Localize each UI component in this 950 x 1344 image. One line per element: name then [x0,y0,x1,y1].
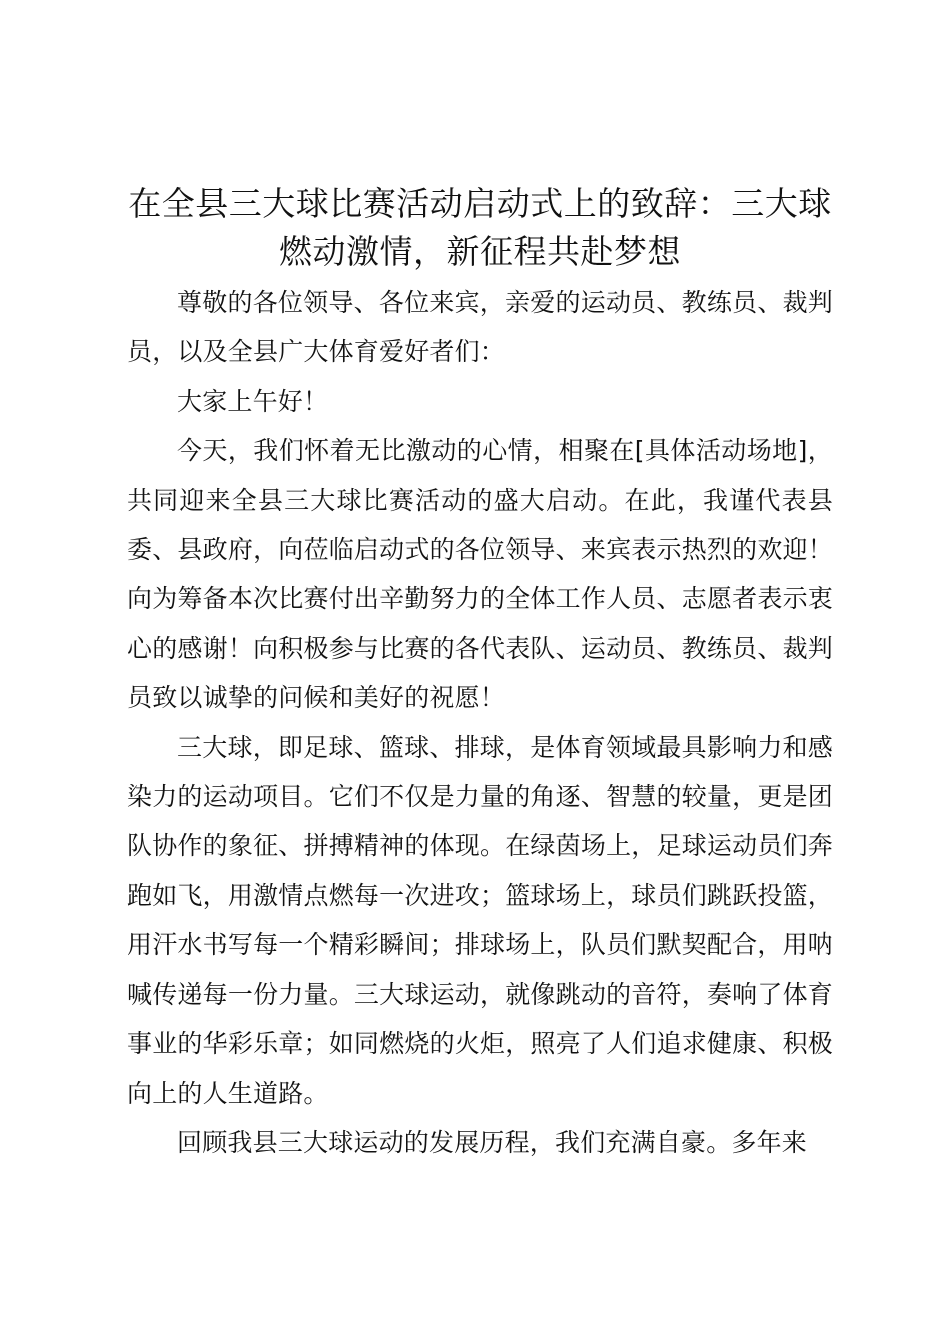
three-balls-paragraph: 三大球，即足球、篮球、排球，是体育领域最具影响力和感染力的运动项目。它们不仅是力量的角逐、智慧的较量，更是团队协作的象征、拼搏精神的体现。在绿茵场上，足球运动员们奔跑如飞，用激情点燃每一次进攻；篮球场上，球员们跳跃投篮，用汗水书写每一个精彩瞬间；排球场上，队员们默契配合，用呐喊传递每一份力量。三大球运动，就像跳动的音符，奏响了体育事业的华彩乐章；如同燃烧的火炬，照亮了人们追求健康、积极向上的人生道路。 [127,732,833,1108]
greeting-paragraph: 大家上午好！ [177,386,329,416]
document-title: 在全县三大球比赛活动启动式上的致辞：三大球燃动激情，新征程共赴梦想 [128,184,832,271]
history-paragraph: 回顾我县三大球运动的发展历程，我们充满自豪。多年来 [177,1127,808,1157]
salutation-paragraph: 尊敬的各位领导、各位来宾，亲爱的运动员、教练员、裁判员，以及全县广大体育爱好者们： [127,288,833,367]
document-page [127,180,833,1167]
welcome-paragraph: 今天，我们怀着无比激动的心情，相聚在[具体活动场地]，共同迎来全县三大球比赛活动的盛大启动。在此，我谨代表县委、县政府，向莅临启动式的各位领导、来宾表示热烈的欢迎！向为筹备本次比赛付出辛勤努力的全体工作人员、志愿者表示衷心的感谢！向积极参与比赛的各代表队、运动员、教练员、裁判员致以诚挚的问候和美好的祝愿！ [127,436,833,713]
